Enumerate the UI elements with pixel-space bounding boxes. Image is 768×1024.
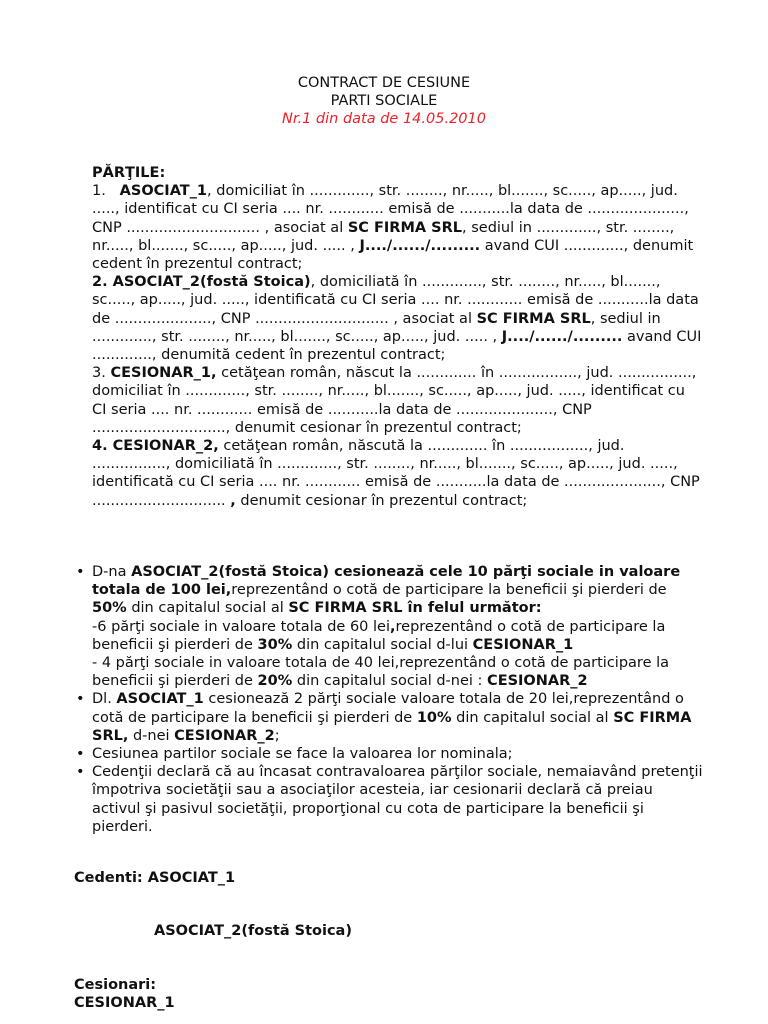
signature-cesionari-label: Cesionari: xyxy=(74,977,157,993)
signature-cedenti: Cedenti: ASOCIAT_1 xyxy=(74,870,236,886)
party-2-name: 2. ASOCIAT_2(fostă Stoica) xyxy=(92,274,311,291)
clause-3: • Cesiunea partilor sociale se face la valoarea lor nominala; xyxy=(92,745,704,763)
signature-cesionar-1: CESIONAR_1 xyxy=(74,995,175,1011)
party-1: 1. ASOCIAT_1, domiciliat în ............., str. ........, nr....., bl......., sc....., ap....., jud. ....., identificat cu CI seria .... nr. ............ emisă de ...........la data de ....................., CNP ............................. , asociat al SC FIRMA SRL, sediul in ............., str. ........, nr....., bl......., sc....., ap....., jud. ..... , J..../....../......... avand CUI ............., denumit cedent în prezentul contract; xyxy=(92,183,694,273)
clauses-list xyxy=(92,563,704,836)
contract-title: CONTRACT DE CESIUNE xyxy=(297,75,471,91)
parties-section xyxy=(92,164,702,510)
party-3: 3. CESIONAR_1, cetăţean român, născut la ............. în ................., jud. ................, domiciliat în ............., str. ........, nr....., bl......., sc....., ap....., jud. ....., identificat cu CI seria .... nr. ............ emisă de ...........la data de ....................., CNP ............................., denumit cesionar în prezentul contract; xyxy=(92,365,697,436)
clause-4: • Cedenţii declară că au încasat contravaloarea părţilor sociale, nemaiavând pretenţii împotriva societăţii sau a asociaţilor acesteia, iar cesionarii declară că preiau activul şi pasivul societăţii, proporţional cu cota de participare la beneficii şi pierderi. xyxy=(92,763,704,836)
party-4-name: 4. CESIONAR_2, xyxy=(92,438,219,455)
parties-heading: PĂRŢILE: xyxy=(92,165,166,181)
party-2: 2. ASOCIAT_2(fostă Stoica), domiciliată în ............., str. ........, nr....., bl......., sc....., ap....., jud. ....., identificată cu CI seria .... nr. ............ emisă de ...........la data de ....................., CNP ............................. , asociat al SC FIRMA SRL, sediul in ............., str. ........, nr....., bl......., sc....., ap....., jud. ..... , J..../....../......... avand CUI ............., denumită cedent în prezentul contract; xyxy=(92,274,702,364)
party-1-name: ASOCIAT_1 xyxy=(119,183,208,200)
contract-subtitle: PARTI SOCIALE xyxy=(330,93,438,109)
clause-2: • Dl. ASOCIAT_1 cesionează 2 părţi sociale valoare totala de 20 lei,reprezentând o cotă de participare la beneficii şi pierderi de 10% din capitalul social al SC FIRMA SRL, d-nei CESIONAR_2; xyxy=(92,690,704,745)
signature-asociat-2: ASOCIAT_2(fostă Stoica) xyxy=(154,923,352,939)
party-4: 4. CESIONAR_2, cetăţean român, născută la ............. în ................., jud. ................, domiciliată în ............., str. ........, nr....., bl......., sc....., ap....., jud. ....., identificată cu CI seria .... nr. ............ emisă de ...........la data de ....................., CNP ............................. , denumit cesionar în prezentul contract; xyxy=(92,438,700,509)
clause-1: • D-na ASOCIAT_2(fostă Stoica) cesionează cele 10 părţi sociale in valoare totala de 100 lei,reprezentând o cotă de participare la beneficii şi pierderi de 50% din capitalul social al SC FIRMA SRL în felul următor: -6 părţi sociale in valoare totala de 60 lei,reprezentând o cotă de participare la beneficii şi pierderi de 30% din capitalul social d-lui CESIONAR_1 - 4 părţi sociale in valoare totala de 40 lei,reprezentând o cotă de participare la beneficii şi pierderi de 20% din capitalul social d-nei : CESIONAR_2 xyxy=(92,563,704,690)
party-3-name: CESIONAR_1, xyxy=(110,365,217,382)
contract-number-date: Nr.1 din data de 14.05.2010 xyxy=(282,111,486,127)
